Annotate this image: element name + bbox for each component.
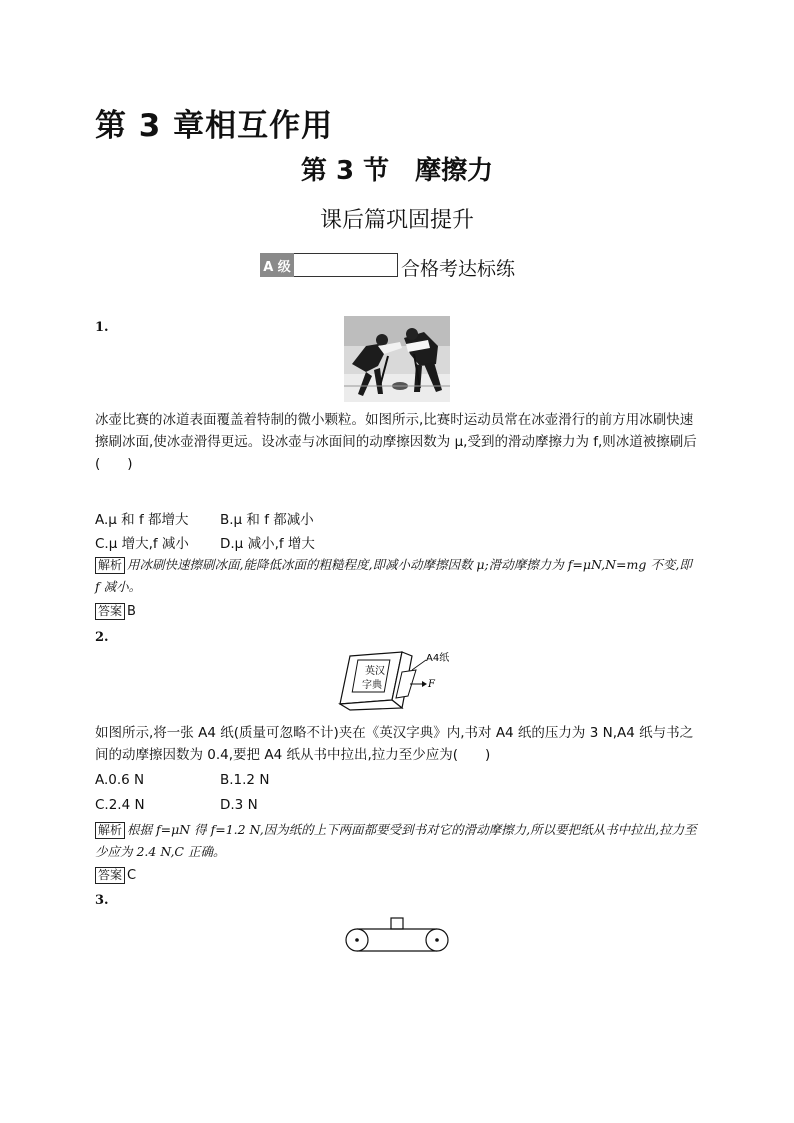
label-force: F [428, 679, 435, 690]
answer-tag: 答案 [95, 867, 125, 884]
option-d[interactable]: D.3 N [220, 797, 258, 813]
section-title: 第 3 节 摩擦力 [300, 156, 494, 186]
dictionary-diagram [336, 648, 476, 714]
level-badge: A 级 [260, 253, 294, 277]
option-d[interactable]: D.μ 减小,f 增大 [220, 536, 315, 552]
option-a[interactable]: A.0.6 N [95, 772, 145, 788]
answer-tag: 答案 [95, 603, 125, 620]
chapter-title: 第 3 章相互作用 [95, 108, 334, 144]
book-title-line2: 字典 [362, 680, 382, 691]
subtitle: 课后篇巩固提升 [319, 208, 474, 233]
curling-photo [344, 316, 450, 402]
analysis-text: 用冰刷快速擦刷冰面,能降低冰面的粗糙程度,即减小动摩擦因数 μ;滑动摩擦力为 f=μN,N=mg 不变,即 f 减小。 [95, 557, 692, 594]
analysis-1 [95, 554, 700, 598]
question-1-text: 冰壶比赛的冰道表面覆盖着特制的微小颗粒。如图所示,比赛时运动员常在冰壶滑行的前方用冰刷快速擦刷冰面,使冰壶滑得更远。设冰壶与冰面间的动摩擦因数为 μ,受到的滑动摩擦力为 f,则冰道被擦刷后( ) [95, 412, 697, 472]
analysis-tag: 解析 [95, 822, 125, 839]
question-number: 3. [95, 893, 109, 908]
answer-1 [95, 603, 136, 620]
option-c[interactable]: C.2.4 N [95, 797, 145, 813]
analysis-text: 根据 f=μN 得 f=1.2 N,因为纸的上下两面都要受到书对它的滑动摩擦力,所以要把纸从书中拉出,拉力至少应为 2.4 N,C 正确。 [95, 822, 697, 859]
analysis-2 [95, 819, 700, 863]
analysis-tag: 解析 [95, 557, 125, 574]
answer-value: C [127, 868, 137, 883]
answer-2 [95, 867, 136, 884]
label-paper: A4纸 [426, 653, 450, 664]
book-title-line1: 英汉 [365, 666, 385, 677]
option-b[interactable]: B.μ 和 f 都减小 [220, 512, 314, 528]
conveyor-belt-diagram [345, 916, 449, 954]
level-text: 合格考达标练 [401, 258, 516, 280]
question-number: 2. [95, 630, 109, 645]
answer-value: B [127, 604, 136, 619]
option-a[interactable]: A.μ 和 f 都增大 [95, 512, 189, 528]
question-2-text: 如图所示,将一张 A4 纸(质量可忽略不计)夹在《英汉字典》内,书对 A4 纸的压力为 3 N,A4 纸与书之间的动摩擦因数为 0.4,要把 A4 纸从书中拉出,拉力至少应为( ) [95, 725, 694, 763]
level-blank-box [294, 253, 398, 277]
level-banner [260, 247, 516, 280]
option-b[interactable]: B.1.2 N [220, 772, 270, 788]
question-number: 1. [95, 320, 109, 335]
option-c[interactable]: C.μ 增大,f 减小 [95, 536, 189, 552]
